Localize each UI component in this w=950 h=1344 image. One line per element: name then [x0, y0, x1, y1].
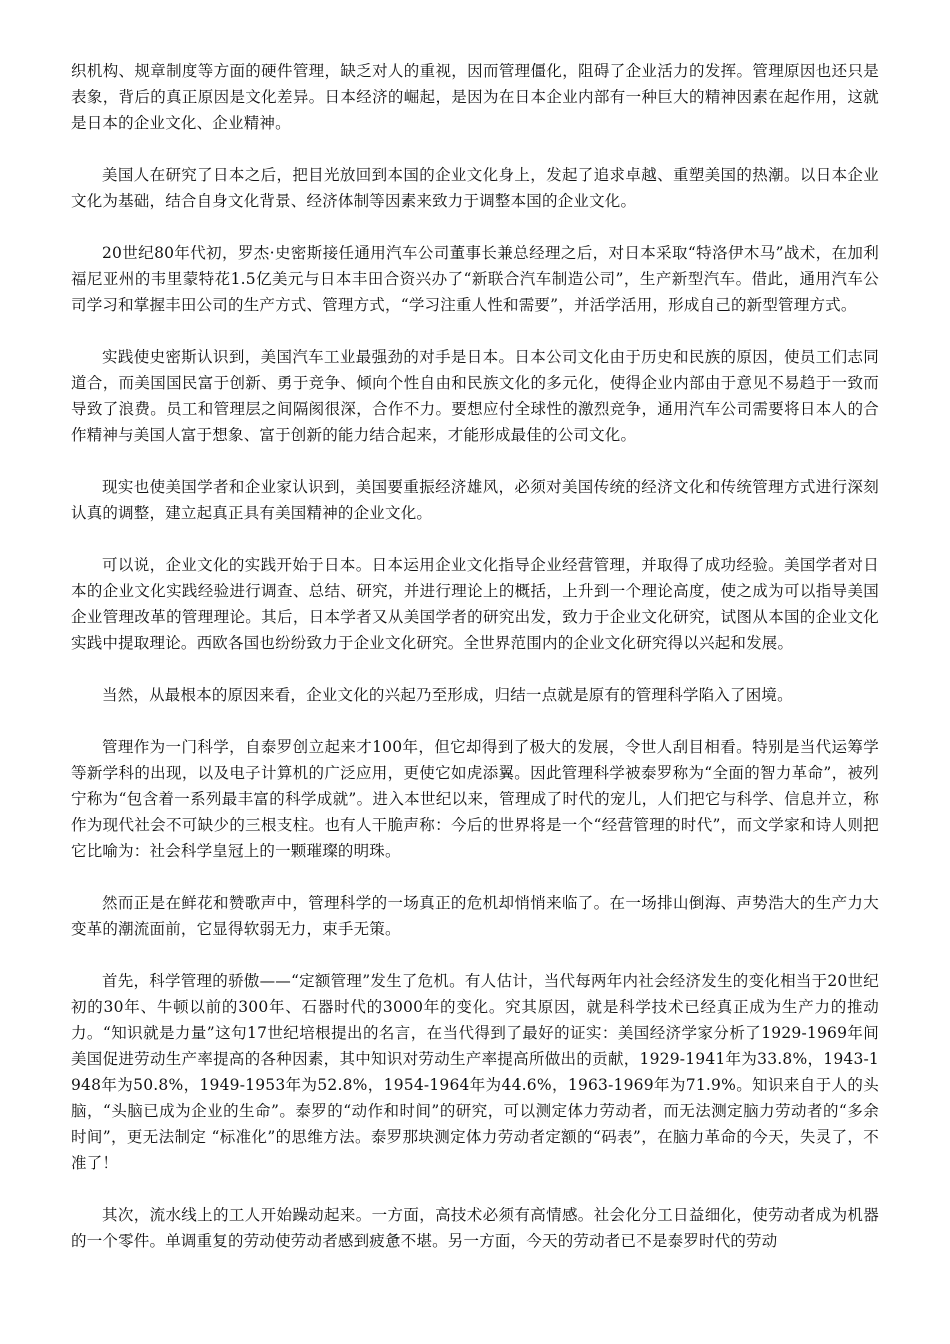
paragraph-9: 然而正是在鲜花和赞歌声中，管理科学的一场真正的危机却悄悄来临了。在一场排山倒海、声势浩大的生产力大变革的潮流面前，它显得软弱无力，束手无策。: [71, 894, 879, 938]
paragraph-1: 织机构、规章制度等方面的硬件管理，缺乏对人的重视，因而管理僵化，阻碍了企业活力的发挥。管理原因也还只是表象，背后的真正原因是文化差异。日本经济的崛起，是因为在日本企业内部有一种巨大的精神因素在起作用，这就是日本的企业文化、企业精神。: [71, 62, 879, 132]
paragraph-2: 美国人在研究了日本之后，把目光放回到本国的企业文化身上，发起了追求卓越、重塑美国的热潮。以日本企业文化为基础，结合自身文化背景、经济体制等因素来致力于调整本国的企业文化。: [71, 166, 879, 210]
paragraph-7: 当然，从最根本的原因来看，企业文化的兴起乃至形成，归结一点就是原有的管理科学陷入了困境。: [102, 686, 793, 704]
paragraph-6: 可以说，企业文化的实践开始于日本。日本运用企业文化指导企业经营管理，并取得了成功经验。美国学者对日本的企业文化实践经验进行调查、总结、研究，并进行理论上的概括，上升到一个理论高度，使之成为可以指导美国企业管理改革的管理理论。其后，日本学者又从美国学者的研究出发，致力于企业文化研究，试图从本国的企业文化实践中提取理论。西欧各国也纷纷致力于企业文化研究。全世界范围内的企业文化研究得以兴起和发展。: [71, 556, 879, 652]
paragraph-4: 实践使史密斯认识到，美国汽车工业最强劲的对手是日本。日本公司文化由于历史和民族的原因，使员工们志同道合，而美国国民富于创新、勇于竞争、倾向个性自由和民族文化的多元化，使得企业内部由于意见不易趋于一致而导致了浪费。员工和管理层之间隔阂很深，合作不力。要想应付全球性的激烈竞争，通用汽车公司需要将日本人的合作精神与美国人富于想象、富于创新的能力结合起来，才能形成最佳的公司文化。: [71, 348, 879, 444]
paragraph-11: 其次，流水线上的工人开始躁动起来。一方面，高技术必须有高情感。社会化分工日益细化，使劳动者成为机器的一个零件。单调重复的劳动使劳动者感到疲惫不堪。另一方面，今天的劳动者已不是泰罗时代的劳动: [71, 1206, 879, 1250]
paragraph-5: 现实也使美国学者和企业家认识到，美国要重振经济雄风，必须对美国传统的经济文化和传统管理方式进行深刻认真的调整，建立起真正具有美国精神的企业文化。: [71, 478, 879, 522]
paragraph-8: 管理作为一门科学，自泰罗创立起来才100年，但它却得到了极大的发展，令世人刮目相看。特别是当代运筹学等新学科的出现，以及电子计算机的广泛应用，更使它如虎添翼。因此管理科学被泰罗称为“全面的智力革命”，被列宁称为“包含着一系列最丰富的科学成就”。进入本世纪以来，管理成了时代的宠儿，人们把它与科学、信息并立，称作为现代社会不可缺少的三根支柱。也有人干脆声称：今后的世界将是一个“经营管理的时代”，而文学家和诗人则把它比喻为：社会科学皇冠上的一颗璀璨的明珠。: [71, 738, 879, 860]
paragraph-10: 首先，科学管理的骄傲——“定额管理”发生了危机。有人估计，当代每两年内社会经济发生的变化相当于20世纪初的30年、牛顿以前的300年、石器时代的3000年的变化。究其原因，就是科学技术已经真正成为生产力的推动力。“知识就是力量”这句17世纪培根提出的名言，在当代得到了最好的证实：美国经济学家分析了1929-1969年间美国促进劳动生产率提高的各种因素，其中知识对劳动生产率提高所做出的贡献，1929-1941年为33.8%，1943-1948年为50.8%，1949-1953年为52.8%，1954-1964年为44.6%，1963-1969年为71.9%。知识来自于人的头脑，“头脑已成为企业的生命”。泰罗的“动作和时间”的研究，可以测定体力劳动者，而无法测定脑力劳动者的“多余时间”，更无法制定 “标准化”的思维方法。泰罗那块测定体力劳动者定额的“码表”，在脑力革命的今天，失灵了，不准了！: [71, 972, 879, 1172]
paragraph-3: 20世纪80年代初，罗杰·史密斯接任通用汽车公司董事长兼总经理之后，对日本采取“特洛伊木马”战术，在加利福尼亚州的韦里蒙特花1.5亿美元与日本丰田合资兴办了“新联合汽车制造公司”，生产新型汽车。借此，通用汽车公司学习和掌握丰田公司的生产方式、管理方式，“学习注重人性和需要”，并活学活用，形成自己的新型管理方式。: [71, 244, 879, 314]
document-page: [71, 58, 879, 1254]
